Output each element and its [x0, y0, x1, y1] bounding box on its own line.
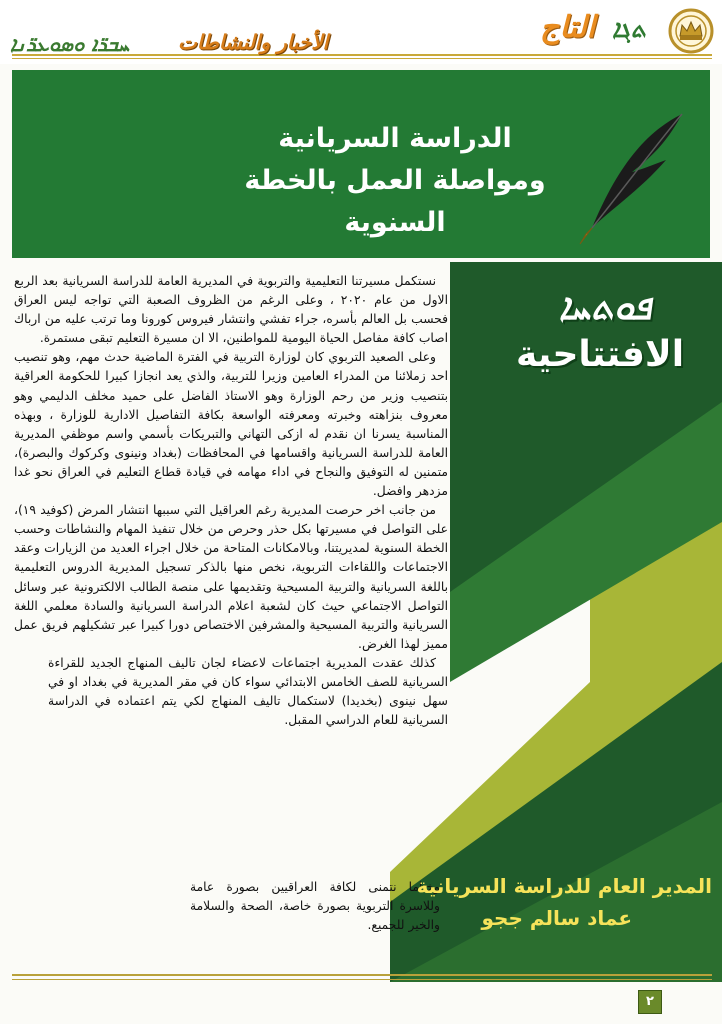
signature-title: المدير العام للدراسة السريانية [416, 874, 712, 898]
magazine-name-syriac: ܬܓܐ [612, 14, 647, 43]
paragraph-3: من جانب اخر حرصت المديرية رغم العراقيل التي سببها انتشار المرض (كوفيد ١٩)، على التواصل في مسيرتها بكل حذر وحرص من خلال تنفيذ المهام والنشاطات وحسب الخطة السنوية لمديريتنا، وبالامكانات المتاحة من خلال اجراء العديد من الزيارات وعقد الاجتماعات واللقاءات التربوية، نخص منها بالذكر تسجيل المديرية الدروس التعليمية باللغة السريانية والتربية المسيحية وتقديمها على منصة الطالب الالكترونية عبر وسائل التواصل الاجتماعي حيث كان لشعبة اعلام الدراسة السريانية والسادة معلمي اللغة السريانية والتربية المسيحية والمشرفين الاختصاص دورا كبيرا عبر تشكيلهم فريق عمل مميز لهذا الغرض. [14, 503, 448, 651]
quill-feather-icon [570, 110, 690, 250]
header-rule-bottom [12, 58, 712, 59]
page-number: ٢ [638, 990, 662, 1014]
paragraph-1: نستكمل مسيرتنا التعليمية والتربوية في المديرية العامة للدراسة السريانية بعد الربع الاول من عام ٢٠٢٠ ، وعلى الرغم من الظروف الصعبة التي تواجه ليس العراق فحسب بل العالم بأسره، جراء تفشي وانتشار فيروس كورونا وما ترتب عليه من ارباك اصاب كافة مفاصل الحياة اليومية للمواطنين، الا ان مسيرة التعليم تبقى مستمرة. [14, 274, 448, 346]
paragraph-5: وختاما نتمنى لكافة العراقيين بصورة عامة وللاسرة التربوية بصورة خاصة، الصحة والسلامة والخير للجميع. [190, 880, 440, 933]
paragraph-4: كذلك عقدت المديرية اجتماعات لاعضاء لجان تاليف المنهاج الجديد للقراءة السريانية للصف الخامس الابتدائي سواء كان في مقر المديرية في بغداد او في سهل نينوى (بخديدا) لاستكمال تاليف المنهاج لكي يتم اعتماده في الدراسة السريانية للعام الدراسي المقبل. [48, 655, 448, 728]
article-title-line1: الدراسة السريانية [278, 123, 512, 154]
footer-rule-top [12, 974, 712, 976]
section-label-syriac: ܚܒܪ̈ܐ ܘܣܘܥܪ̈ܢܐ [10, 32, 130, 56]
footer-rule-bottom [12, 979, 712, 980]
column-title-arabic: الافتتاحية [515, 334, 685, 375]
article-title-line2: ومواصلة العمل بالخطة السنوية [244, 165, 546, 238]
magazine-name-arabic: التاج [540, 10, 596, 45]
column-title-syriac: ܦܘܬܚܐ [558, 286, 652, 328]
paragraph-2: وعلى الصعيد التربوي كان لوزارة التربية في الفترة الماضية حدث مهم، وهو تنصيب احد زملائنا من المدراء العامين وزيرا للتربية، والذي يعد انجازا كبيرا للحكومة العراقية بتنصيب وزير من رحم الوزارة وهو الاستاذ الفاضل على حميد مخلف الدليمي وهو معروف بنزاهته وخبرته ومعرفته الواسعة بكافة التفاصيل الادارية للوزارة ، وبهذه المناسبة يسرنا ان نقدم له ازكى التهاني والتبريكات بأسمي واسم موظفي المديرية العامة للدراسة السريانية واقسامها في المحافظات (بغداد ونينوى وكركوك والبصرة)، متمنين له التوفيق والنجاح في اداء مهامه في قيادة قطاع التعليم في العراق نحو غدا مزدهر وافضل. [14, 350, 448, 499]
crown-emblem-icon [668, 8, 714, 54]
signature-name: عماد سالم ججو [481, 906, 632, 930]
article-body [14, 272, 448, 730]
article-title [230, 118, 560, 244]
section-label: الأخبار والنشاطات [178, 30, 329, 54]
